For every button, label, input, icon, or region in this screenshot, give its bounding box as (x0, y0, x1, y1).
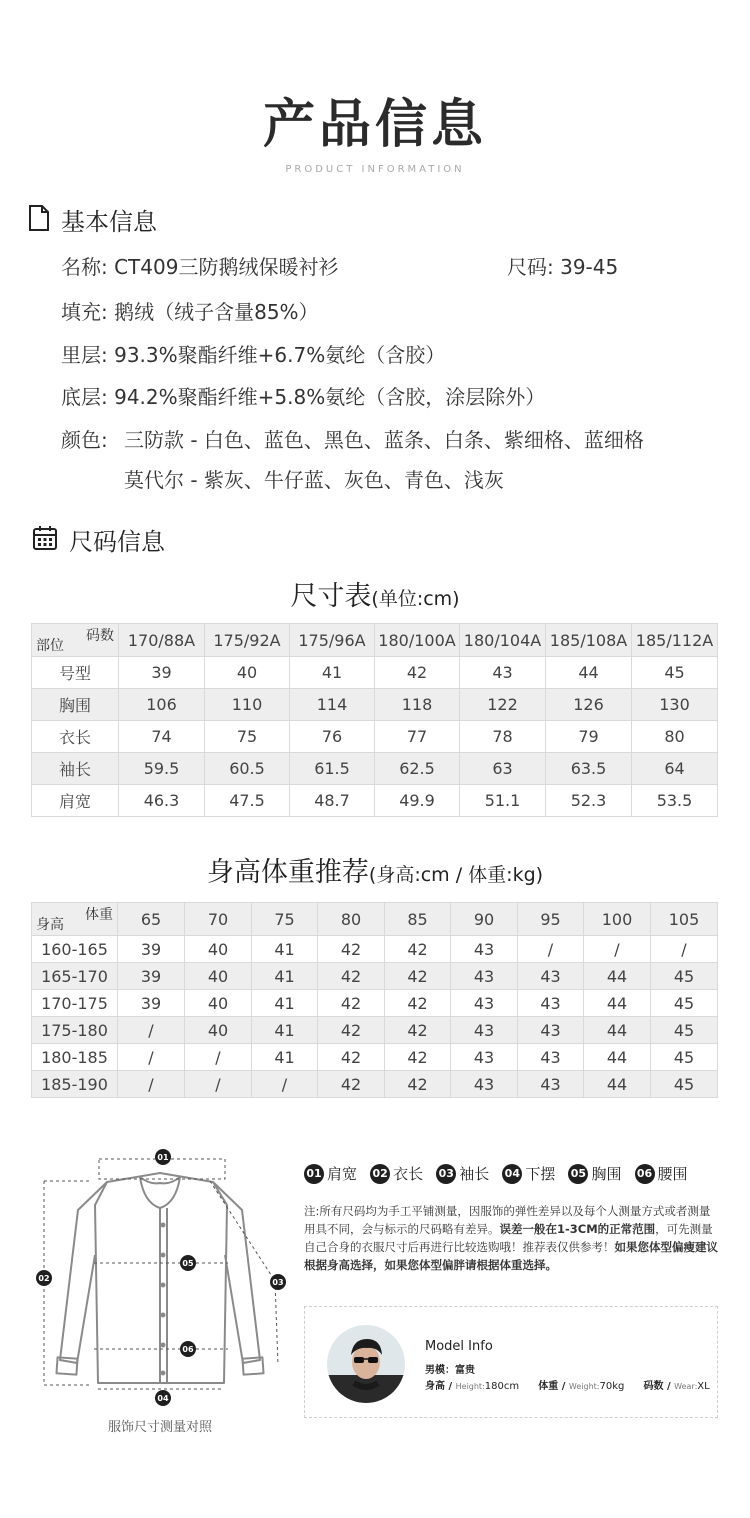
table-cell: 44 (584, 990, 651, 1017)
size-col-header: 185/108A (546, 624, 632, 657)
table-cell: 43 (451, 990, 518, 1017)
row-label: 175-180 (32, 1017, 118, 1044)
table-cell: 47.5 (205, 785, 290, 817)
size-table-title-text: 尺寸表 (290, 581, 372, 612)
table-cell: / (584, 936, 651, 963)
rec-table-row (32, 936, 718, 963)
model-avatar (327, 1325, 405, 1403)
size-table-row (32, 721, 718, 753)
rec-table-row (32, 1017, 718, 1044)
rec-table-unit: (身高:cm / 体重:kg) (368, 864, 544, 886)
table-cell: 40 (185, 990, 252, 1017)
legend-item: 02 衣长 (370, 1164, 423, 1182)
marker-01: 01 (157, 1153, 169, 1162)
size-col-header: 170/88A (119, 624, 205, 657)
table-cell: 42 (318, 1071, 385, 1098)
rec-table-header-row (32, 903, 718, 936)
document-icon (28, 205, 50, 231)
page-title: 产品信息 (262, 95, 487, 155)
note-text-3: ，可先测量自己合身的衣服尺寸后再进行比较选购哦！推荐表仅供参考！ (304, 1222, 713, 1254)
row-label: 180-185 (32, 1044, 118, 1071)
note-text-4: 如果您体型偏瘦建议根据身高选择，如果您体型偏胖请根据体重选择。 (304, 1240, 718, 1272)
table-cell: 130 (632, 689, 718, 721)
rec-table-corner (32, 903, 118, 936)
size-col-header: 175/96A (290, 624, 375, 657)
table-cell: 122 (460, 689, 546, 721)
rec-table-corner-top: 体重 (85, 907, 113, 923)
note-text-2: 误差一般在1-3CM的正常范围 (499, 1222, 656, 1236)
table-cell: 45 (651, 963, 718, 990)
row-label: 号型 (32, 657, 119, 689)
table-cell: 43 (518, 1044, 584, 1071)
size-info-title: 尺码信息 (69, 528, 165, 556)
weight-col-header: 95 (518, 903, 584, 936)
legend-item: 06 腰围 (635, 1164, 688, 1182)
weight-col-header: 105 (651, 903, 718, 936)
page-subtitle: PRODUCT INFORMATION (285, 164, 465, 175)
row-label: 165-170 (32, 963, 118, 990)
measurement-legend (304, 1163, 744, 1184)
marker-04: 04 (157, 1394, 169, 1403)
product-bottom-layer: 底层: 94.2%聚酯纤维+5.8%氨纶（含胶，涂层除外） (61, 385, 546, 409)
product-name: 名称: CT409三防鹅绒保暖衬衫 (61, 255, 339, 279)
table-cell: 45 (651, 1044, 718, 1071)
size-col-header: 180/104A (460, 624, 546, 657)
table-cell: 62.5 (375, 753, 460, 785)
table-cell: 76 (290, 721, 375, 753)
table-cell: 44 (584, 1071, 651, 1098)
rec-table-corner-bottom: 身高 (36, 917, 64, 933)
table-cell: 40 (185, 963, 252, 990)
table-cell: 43 (451, 936, 518, 963)
table-cell: 40 (205, 657, 290, 689)
table-cell: / (118, 1044, 185, 1071)
table-cell: 44 (546, 657, 632, 689)
size-table-row (32, 657, 718, 689)
size-table-row (32, 785, 718, 817)
table-cell: / (252, 1071, 318, 1098)
legend-item: 01 肩宽 (304, 1164, 357, 1182)
weight-col-header: 70 (185, 903, 252, 936)
table-cell: 43 (451, 1071, 518, 1098)
weight-col-header: 80 (318, 903, 385, 936)
row-label: 185-190 (32, 1071, 118, 1098)
table-cell: 53.5 (632, 785, 718, 817)
product-color-label: 颜色: (61, 428, 108, 452)
table-cell: 43 (518, 963, 584, 990)
table-cell: 118 (375, 689, 460, 721)
product-colors-line2: 莫代尔 - 紫灰、牛仔蓝、灰色、青色、浅灰 (124, 468, 504, 492)
table-cell: 41 (252, 990, 318, 1017)
table-cell: 42 (318, 990, 385, 1017)
table-cell: 44 (584, 1017, 651, 1044)
table-cell: 75 (205, 721, 290, 753)
table-cell: 79 (546, 721, 632, 753)
table-cell: 43 (451, 1017, 518, 1044)
rec-table-title (0, 850, 750, 889)
table-cell: 106 (119, 689, 205, 721)
table-cell: 42 (385, 1044, 451, 1071)
size-col-header: 180/100A (375, 624, 460, 657)
table-cell: 45 (651, 1017, 718, 1044)
weight-col-header: 65 (118, 903, 185, 936)
table-cell: 43 (518, 1017, 584, 1044)
size-table-row (32, 689, 718, 721)
rec-table-row (32, 963, 718, 990)
model-info-title: Model Info (425, 1339, 493, 1354)
table-cell: / (118, 1017, 185, 1044)
table-cell: 39 (118, 990, 185, 1017)
rec-table-title-text: 身高体重推荐 (206, 857, 369, 888)
legend-item: 05 胸围 (568, 1164, 621, 1182)
table-cell: 39 (118, 963, 185, 990)
table-cell: 80 (632, 721, 718, 753)
size-table-corner-top: 码数 (86, 628, 114, 644)
weight-col-header: 100 (584, 903, 651, 936)
size-col-header: 185/112A (632, 624, 718, 657)
table-cell: 45 (651, 990, 718, 1017)
table-cell: 42 (385, 936, 451, 963)
table-cell: 110 (205, 689, 290, 721)
table-cell: 40 (185, 1017, 252, 1044)
size-table-corner-bottom: 部位 (36, 638, 64, 654)
row-label: 衣长 (32, 721, 119, 753)
model-name: 男模：富贵 (425, 1365, 475, 1376)
size-table-header-row (32, 624, 718, 657)
table-cell: 43 (518, 990, 584, 1017)
table-cell: 41 (252, 936, 318, 963)
table-cell: 63 (460, 753, 546, 785)
model-info-card (304, 1306, 718, 1418)
table-cell: 114 (290, 689, 375, 721)
recommendation-table (31, 902, 718, 1098)
legend-item: 04 下摆 (502, 1164, 555, 1182)
size-table-unit: (单位:cm) (371, 588, 460, 610)
table-cell: 42 (385, 990, 451, 1017)
note-text-1: 注:所有尺码均为手工平铺测量，因服饰的弹性差异以及每个人测量方式或者测量用具不同，会与标示的尺码略有差异。 (304, 1204, 711, 1236)
marker-06: 06 (182, 1345, 194, 1354)
table-cell: 42 (318, 963, 385, 990)
table-cell: 43 (451, 1044, 518, 1071)
product-colors-line1: 三防款 - 白色、蓝色、黑色、蓝条、白条、紫细格、蓝细格 (124, 428, 644, 452)
table-cell: 45 (651, 1071, 718, 1098)
size-table (31, 623, 718, 817)
size-table-corner (32, 624, 119, 657)
table-cell: 77 (375, 721, 460, 753)
table-cell: 42 (375, 657, 460, 689)
row-label: 袖长 (32, 753, 119, 785)
weight-col-header: 75 (252, 903, 318, 936)
table-cell: / (651, 936, 718, 963)
table-cell: 61.5 (290, 753, 375, 785)
table-cell: 63.5 (546, 753, 632, 785)
table-cell: / (185, 1044, 252, 1071)
size-table-title (0, 574, 750, 613)
model-stats: 身高 / Height:180cm 体重 / Weight:70kg 码数 / Wear:XL (425, 1381, 710, 1392)
table-cell: 48.7 (290, 785, 375, 817)
table-cell: 43 (518, 1071, 584, 1098)
marker-02: 02 (38, 1274, 50, 1283)
table-cell: / (518, 936, 584, 963)
table-cell: 45 (632, 657, 718, 689)
table-cell: 41 (290, 657, 375, 689)
table-cell: 40 (185, 936, 252, 963)
size-col-header: 175/92A (205, 624, 290, 657)
weight-col-header: 90 (451, 903, 518, 936)
table-cell: 42 (318, 1017, 385, 1044)
table-cell: 42 (318, 936, 385, 963)
marker-03: 03 (272, 1278, 284, 1287)
table-cell: / (185, 1071, 252, 1098)
calendar-icon (32, 525, 58, 551)
table-cell: 51.1 (460, 785, 546, 817)
shirt-measurement-diagram (30, 1145, 290, 1415)
table-cell: 41 (252, 963, 318, 990)
measurement-note (304, 1202, 719, 1274)
table-cell: 74 (119, 721, 205, 753)
table-cell: 42 (385, 1071, 451, 1098)
table-cell: / (118, 1071, 185, 1098)
product-filling: 填充: 鹅绒（绒子含量85%） (61, 300, 319, 324)
rec-table-row (32, 990, 718, 1017)
rec-table-row (32, 1071, 718, 1098)
table-cell: 39 (118, 936, 185, 963)
basic-info-title: 基本信息 (61, 208, 157, 236)
weight-col-header: 85 (385, 903, 451, 936)
table-cell: 42 (318, 1044, 385, 1071)
table-cell: 44 (584, 963, 651, 990)
product-size-range: 尺码: 39-45 (507, 255, 619, 279)
table-cell: 43 (451, 963, 518, 990)
table-cell: 60.5 (205, 753, 290, 785)
legend-item: 03 袖长 (436, 1164, 489, 1182)
row-label: 肩宽 (32, 785, 119, 817)
row-label: 胸围 (32, 689, 119, 721)
table-cell: 44 (584, 1044, 651, 1071)
table-cell: 46.3 (119, 785, 205, 817)
row-label: 160-165 (32, 936, 118, 963)
table-cell: 59.5 (119, 753, 205, 785)
table-cell: 39 (119, 657, 205, 689)
marker-05: 05 (182, 1259, 194, 1268)
table-cell: 41 (252, 1044, 318, 1071)
diagram-caption: 服饰尺寸测量对照 (107, 1420, 212, 1435)
row-label: 170-175 (32, 990, 118, 1017)
table-cell: 42 (385, 1017, 451, 1044)
table-cell: 49.9 (375, 785, 460, 817)
table-cell: 52.3 (546, 785, 632, 817)
table-cell: 43 (460, 657, 546, 689)
size-table-row (32, 753, 718, 785)
table-cell: 41 (252, 1017, 318, 1044)
table-cell: 78 (460, 721, 546, 753)
table-cell: 42 (385, 963, 451, 990)
table-cell: 126 (546, 689, 632, 721)
table-cell: 64 (632, 753, 718, 785)
product-lining: 里层: 93.3%聚酯纤维+6.7%氨纶（含胶） (61, 343, 446, 367)
rec-table-row (32, 1044, 718, 1071)
